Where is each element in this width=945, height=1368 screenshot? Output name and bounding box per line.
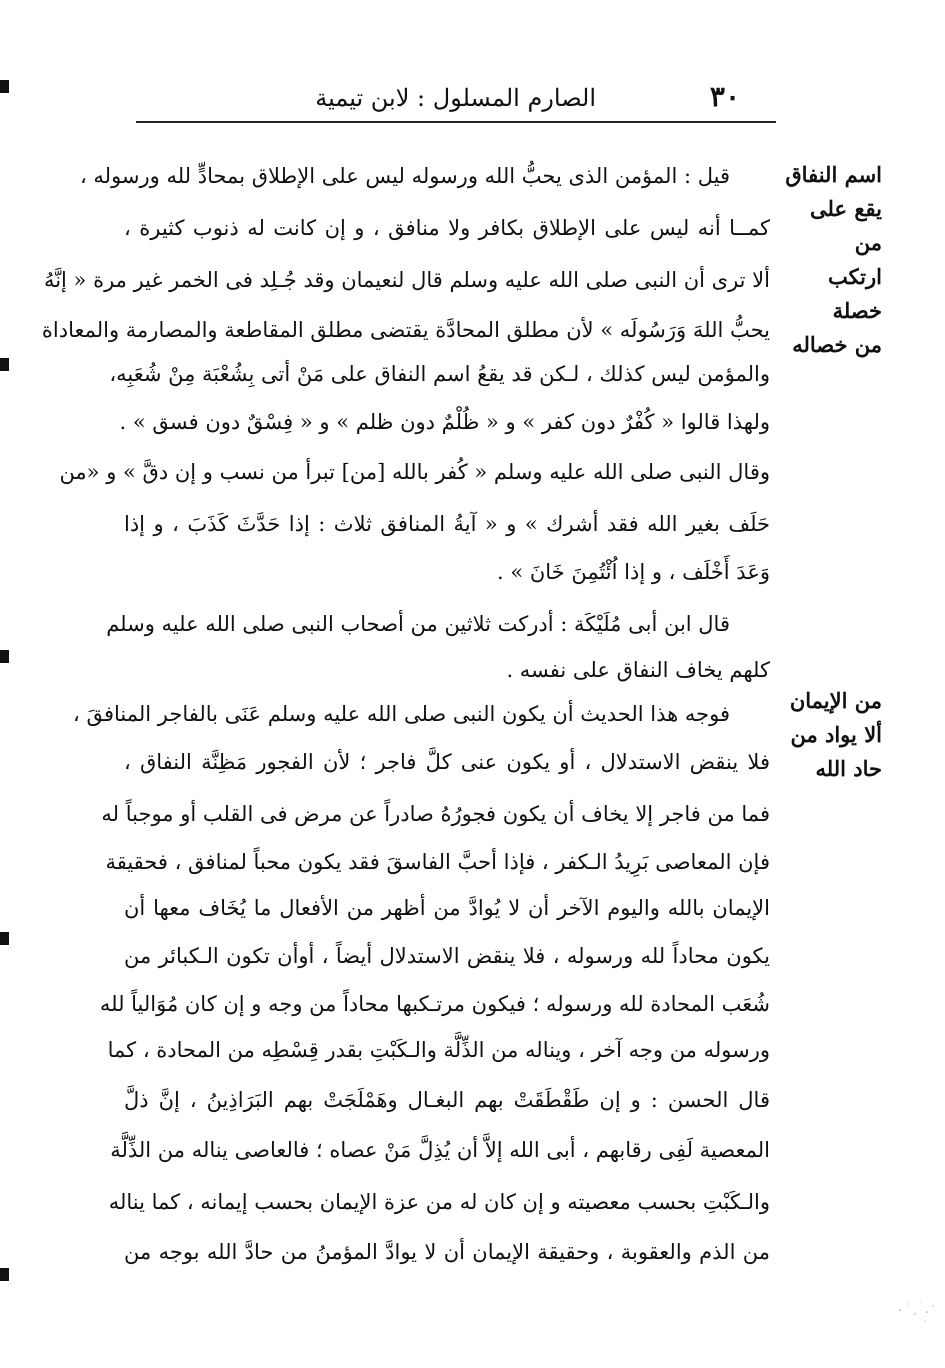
- body-line: وَعَدَ أَخْلَف ، و إذا اُئْتُمِنَ خَانَ » .: [496, 560, 770, 584]
- body-line: كلهم يخاف النفاق على نفسه .: [506, 658, 770, 682]
- body-line: شُعَب المحادة لله ورسوله ؛ فيكون مرتـكبها محاداً من وجه و إن كان مُوَالياً لله: [99, 992, 770, 1016]
- body-line: يحبُّ اللهَ وَرَسُولَه » لأن مطلق المحادَّة يقتضى مطلق المقاطعة والمصارمة والمعاداة: [41, 318, 770, 342]
- page-number: ٣٠: [709, 80, 740, 113]
- body-line: من الذم والعقوبة ، وحقيقة الإيمان أن لا يوادَّ المؤمنُ من حادَّ الله بوجه من: [124, 1240, 770, 1264]
- body-line: فإن المعاصى بَرِيدُ الـكفر ، فإذا أحبَّ الفاسقَ فقد يكون محباً لمنافق ، فحقيقة: [105, 850, 770, 874]
- body-line: فما من فاجر إلا يخاف أن يكون فجورُهُ صادراً عن مرض فى القلب أو موجباً له: [101, 802, 770, 826]
- running-title: الصارم المسلول : لابن تيمية: [315, 84, 596, 112]
- binding-mark: [0, 932, 9, 945]
- binding-mark: [0, 1268, 9, 1281]
- paper-specks: [890, 1290, 940, 1330]
- body-line: كمــا أنه ليس على الإطلاق بكافر ولا منافق ، و إن كانت له ذنوب كثيرة ،: [124, 216, 770, 240]
- margin-note-line: حاد الله: [815, 756, 882, 781]
- body-line: قال ابن أبى مُلَيْكَة : أدركت ثلاثين من أصحاب النبى صلى الله عليه وسلم: [106, 612, 730, 636]
- body-line: ولهذا قالوا « كُفْرٌ دون كفر » و « ظُلْمٌ دون ظلم » و « فِسْقٌ دون فسق » .: [119, 410, 770, 434]
- body-line: والمؤمن ليس كذلك ، لـكن قد يقعُ اسم النفاق على مَنْ أتى بِشُعْبَة مِنْ شُعَبِه،: [109, 362, 770, 386]
- margin-note-line: من خصاله: [792, 332, 882, 357]
- margin-note: [782, 158, 882, 362]
- binding-mark: [0, 358, 9, 371]
- margin-note-line: اسم النفاق: [785, 162, 882, 187]
- body-line: قيل : المؤمن الذى يحبُّ الله ورسوله ليس على الإطلاق بمحادٍّ لله ورسوله ،: [79, 164, 730, 188]
- body-line: حَلَف بغير الله فقد أشرك » و « آيةُ المنافق ثلاث : إذا حَدَّثَ كَذَبَ ، و إذا: [124, 512, 770, 536]
- header-rule: [136, 121, 776, 123]
- page-header: [136, 78, 776, 118]
- body-line: فلا ينقض الاستدلال ، أو يكون عنى كلَّ فاجر ؛ لأن الفجور مَظِنَّة النفاق ،: [124, 750, 770, 774]
- binding-mark: [0, 80, 9, 93]
- margin-note-line: ارتكب خصلة: [827, 264, 882, 323]
- margin-note-line: ألا يواد من: [790, 722, 882, 747]
- margin-note-line: يقع على من: [810, 196, 882, 255]
- body-line: ورسوله من وجه آخر ، ويناله من الذِّلَّة والـكَبْتِ بقدر قِسْطِه من المحادة ، كما: [107, 1038, 770, 1062]
- body-line: يكون محاداً لله ورسوله ، فلا ينقض الاستدلال أيضاً ، أوأن تكون الـكبائر من: [124, 944, 770, 968]
- body-line: الإيمان بالله واليوم الآخر أن لا يُوادَّ من أظهر من الأفعال ما يُخَاف معها أن: [124, 896, 770, 920]
- margin-note: [782, 684, 882, 786]
- margin-note-line: من الإيمان: [789, 688, 882, 713]
- binding-mark: [0, 650, 9, 663]
- body-line: فوجه هذا الحديث أن يكون النبى صلى الله عليه وسلم عَنَى بالفاجر المنافقَ ،: [72, 702, 730, 726]
- body-line: قال الحسن : و إن طَقْطَقَتْ بهم البغـال وهَمْلَجَتْ بهم البَرَاذِينُ ، إنَّ ذلَّ: [124, 1088, 770, 1112]
- body-line: والـكَبْتِ بحسب معصيته و إن كان له من عزة الإيمان بحسب إيمانه ، كما يناله: [108, 1190, 770, 1214]
- body-line: المعصية لَفِى رقابهم ، أبى الله إلاَّ أن يُذِلَّ مَنْ عصاه ؛ فالعاصى يناله من الذِّلَّة: [110, 1138, 770, 1162]
- body-line: وقال النبى صلى الله عليه وسلم « كُفر بالله [من] تبرأ من نسب و إن دقَّ » و «من: [59, 460, 770, 484]
- body-line: ألا ترى أن النبى صلى الله عليه وسلم قال لنعيمان وقد جُـلِد فى الخمر غير مرة « إنَّهُ: [43, 268, 770, 292]
